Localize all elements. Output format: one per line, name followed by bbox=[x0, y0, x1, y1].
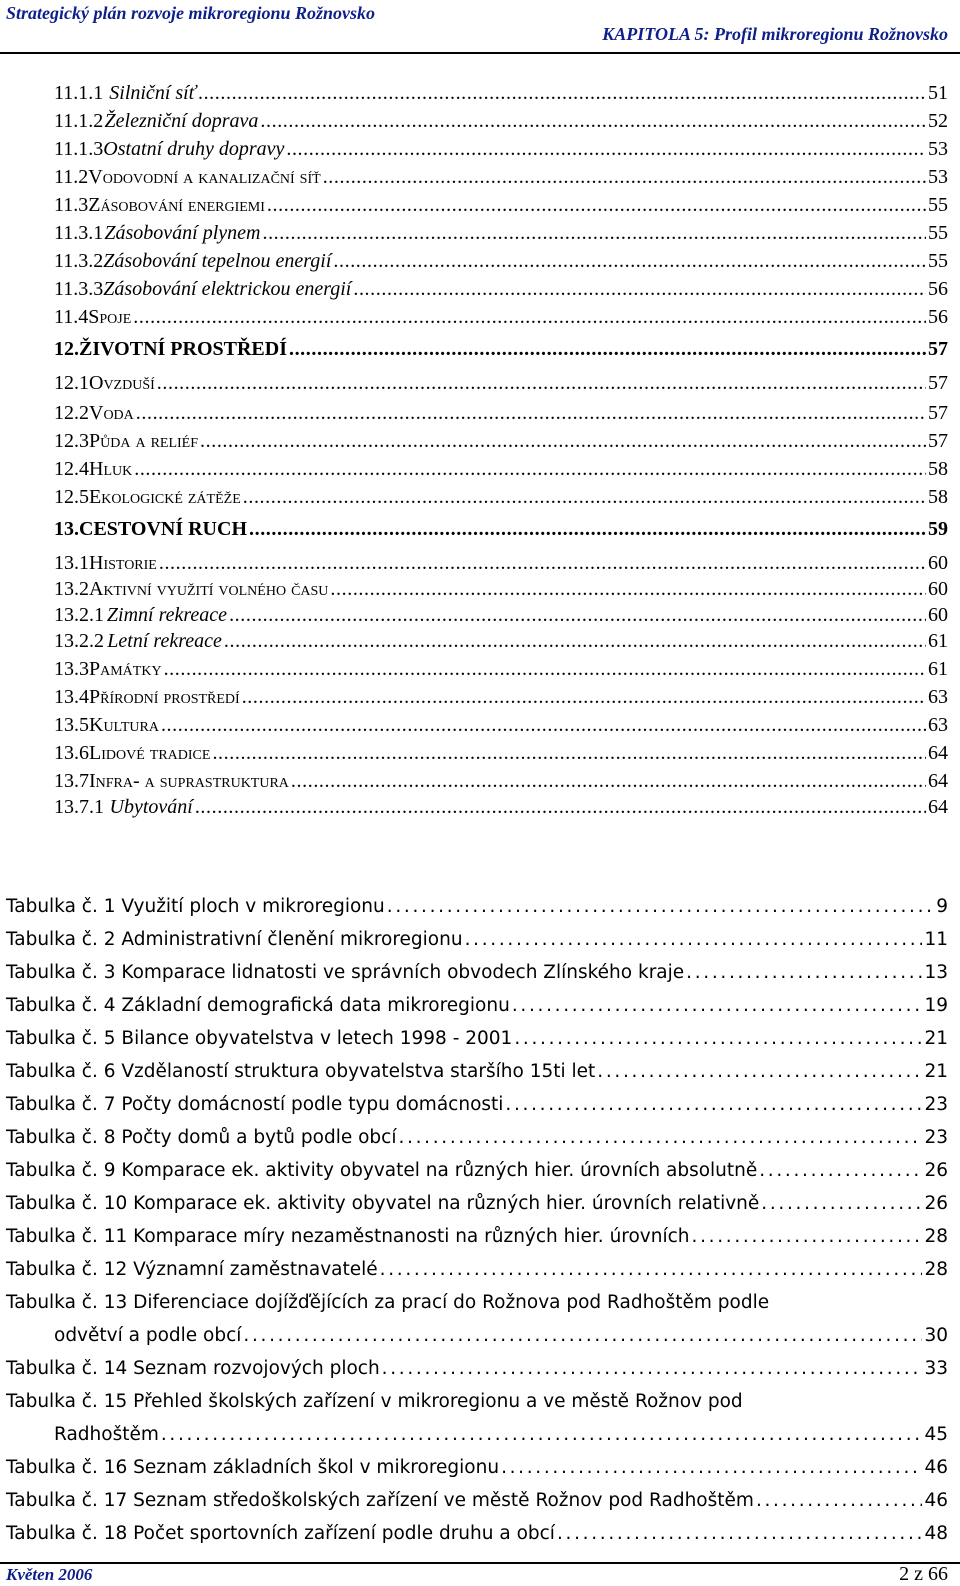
page-header bbox=[0, 0, 960, 58]
toc-entry-title: Ostatní druhy dopravy bbox=[103, 138, 285, 160]
toc-leader-dots bbox=[323, 166, 926, 189]
toc-leader-dots bbox=[289, 338, 926, 361]
table-list-entry-title: Tabulka č. 9 Komparace ek. aktivity obyvatel na různých hier. úrovních absolutně bbox=[6, 1160, 758, 1181]
footer-date: Květen 2006 bbox=[6, 1565, 93, 1584]
toc-leader-dots bbox=[229, 604, 926, 627]
toc-leader-dots bbox=[164, 658, 926, 681]
toc-entry[interactable] bbox=[54, 686, 948, 709]
table-list-entry[interactable] bbox=[6, 1523, 948, 1544]
toc-entry-title: Zásobování elektrickou energií bbox=[103, 278, 352, 300]
table-list-entry-title: Tabulka č. 3 Komparace lidnatosti ve správních obvodech Zlínského kraje bbox=[6, 962, 685, 983]
table-list-entry-title: Tabulka č. 7 Počty domácností podle typu domácnosti bbox=[6, 1094, 504, 1115]
table-list-entry[interactable]: Tabulka č. 15 Přehled školských zařízení v mikroregionu a ve městě Rožnov pod bbox=[6, 1391, 743, 1412]
table-leader-dots bbox=[756, 1490, 923, 1511]
toc-entry-number: 13.4 bbox=[54, 686, 89, 708]
toc-leader-dots bbox=[195, 796, 926, 819]
table-list-entry-title: Tabulka č. 17 Seznam středoškolských zařízení ve městě Rožnov pod Radhoštěm bbox=[6, 1490, 754, 1511]
toc-entry-number: 13.3 bbox=[54, 658, 89, 680]
toc-entry-number: 11.1.2 bbox=[54, 110, 104, 132]
toc-entry-page: 58 bbox=[928, 486, 948, 508]
footer-page-number: 2 z 66 bbox=[899, 1563, 948, 1585]
toc-entry-number: 13. bbox=[54, 518, 79, 540]
toc-entry-title: Voda bbox=[89, 402, 134, 424]
table-list-entry[interactable] bbox=[6, 1061, 948, 1082]
toc-leader-dots bbox=[157, 372, 926, 395]
toc-entry-page: 60 bbox=[928, 552, 948, 574]
toc-leader-dots bbox=[260, 110, 926, 133]
toc-leader-dots bbox=[330, 578, 926, 601]
toc-entry-title: Hluk bbox=[89, 458, 133, 480]
table-list-entry-page: 21 bbox=[924, 1028, 948, 1049]
toc-entry-page: 59 bbox=[928, 518, 948, 540]
toc-entry[interactable] bbox=[54, 338, 948, 361]
toc-entry-page: 52 bbox=[928, 110, 948, 132]
toc-leader-dots bbox=[212, 742, 926, 765]
table-leader-dots bbox=[514, 1028, 922, 1049]
table-list-entry-page: 9 bbox=[936, 896, 948, 917]
table-list-entry-title: Tabulka č. 6 Vzdělaností struktura obyvatelstva staršího 15ti let bbox=[6, 1061, 596, 1082]
table-list-entry-title: Tabulka č. 10 Komparace ek. aktivity obyvatel na různých hier. úrovních relativně bbox=[6, 1193, 760, 1214]
toc-entry-title: Památky bbox=[89, 658, 162, 680]
table-list-entry-page: 13 bbox=[924, 962, 948, 983]
table-list-entry-page: 46 bbox=[924, 1457, 948, 1478]
header-divider bbox=[0, 52, 960, 54]
table-list-entry-page: 26 bbox=[924, 1160, 948, 1181]
toc-entry-number: 11.3.3 bbox=[54, 278, 104, 300]
table-leader-dots bbox=[382, 1358, 923, 1379]
toc-entry[interactable] bbox=[54, 166, 948, 189]
toc-entry-title: Spoje bbox=[88, 306, 132, 328]
toc-entry-title: Ubytování bbox=[109, 796, 193, 818]
header-chapter-title: KAPITOLA 5: Profil mikroregionu Rožnovsko bbox=[602, 24, 948, 44]
toc-entry[interactable] bbox=[54, 518, 948, 541]
toc-entry[interactable] bbox=[54, 486, 948, 509]
toc-entry[interactable] bbox=[54, 222, 948, 245]
toc-entry-page: 51 bbox=[928, 82, 948, 104]
toc-entry-title: Půda a reliéf bbox=[89, 430, 199, 452]
table-list-entry-page: 19 bbox=[924, 995, 948, 1016]
toc-leader-dots bbox=[198, 82, 926, 105]
toc-entry-page: 63 bbox=[928, 686, 948, 708]
table-list-entry-page: 21 bbox=[924, 1061, 948, 1082]
toc-leader-dots bbox=[224, 630, 926, 653]
table-list-entry-page: 45 bbox=[924, 1424, 948, 1445]
table-list-entry-title: Tabulka č. 4 Základní demografická data mikroregionu bbox=[6, 995, 510, 1016]
table-list-entry[interactable] bbox=[6, 1358, 948, 1379]
table-list-entry-page: 11 bbox=[924, 929, 948, 950]
table-list-entry-page: 30 bbox=[924, 1325, 948, 1346]
table-leader-dots bbox=[398, 1127, 922, 1148]
toc-entry-number: 11.3.2 bbox=[54, 250, 104, 272]
toc-entry[interactable] bbox=[54, 552, 948, 575]
table-list-entry[interactable] bbox=[6, 962, 948, 983]
toc-entry-page: 60 bbox=[928, 578, 948, 600]
toc-leader-dots bbox=[249, 518, 926, 541]
toc-entry[interactable] bbox=[54, 430, 948, 453]
toc-entry-number: 13.1 bbox=[54, 552, 89, 574]
toc-leader-dots bbox=[242, 686, 926, 709]
toc-leader-dots bbox=[333, 250, 926, 273]
toc-entry-page: 64 bbox=[928, 796, 948, 818]
table-leader-dots bbox=[761, 1193, 922, 1214]
toc-entry-number: 13.2.2 bbox=[54, 630, 104, 652]
table-list-entry[interactable] bbox=[6, 929, 948, 950]
table-list-entry-title: Radhoštěm bbox=[54, 1424, 159, 1445]
table-list-entry-title: Tabulka č. 8 Počty domů a bytů podle obcí bbox=[6, 1127, 397, 1148]
toc-entry-page: 60 bbox=[928, 604, 948, 626]
toc-leader-dots bbox=[134, 458, 926, 481]
toc-entry-number: 12.2 bbox=[54, 402, 89, 424]
toc-entry-number: 12.1 bbox=[54, 372, 89, 394]
toc-entry-title: Ekologické zátěže bbox=[89, 486, 241, 508]
table-list-entry[interactable] bbox=[6, 995, 948, 1016]
table-list-entry[interactable] bbox=[6, 1226, 948, 1247]
table-list-entry-title: Tabulka č. 5 Bilance obyvatelstva v letech 1998 - 2001 bbox=[6, 1028, 513, 1049]
table-list-entry[interactable] bbox=[6, 1127, 948, 1148]
toc-entry-page: 64 bbox=[928, 742, 948, 764]
table-leader-dots bbox=[686, 962, 922, 983]
table-leader-dots bbox=[512, 995, 923, 1016]
toc-entry-page: 56 bbox=[928, 278, 948, 300]
toc-entry-number: 13.5 bbox=[54, 714, 89, 736]
toc-entry-title: Zimní rekreace bbox=[106, 604, 228, 626]
table-list-entry-title: Tabulka č. 14 Seznam rozvojových ploch bbox=[6, 1358, 380, 1379]
table-list-entry-title: odvětví a podle obcí bbox=[54, 1325, 242, 1346]
toc-entry[interactable] bbox=[54, 770, 948, 793]
table-list-entry-title: Tabulka č. 1 Využití ploch v mikroregionu bbox=[6, 896, 385, 917]
toc-entry-page: 53 bbox=[928, 166, 948, 188]
table-leader-dots bbox=[380, 1259, 923, 1280]
table-list-entry-page: 28 bbox=[924, 1226, 948, 1247]
table-leader-dots bbox=[161, 1424, 923, 1445]
toc-entry-page: 55 bbox=[928, 250, 948, 272]
toc-entry-number: 11.1.1 bbox=[54, 82, 104, 104]
toc-entry-number: 11.3 bbox=[54, 194, 89, 216]
table-list-entry-title: Tabulka č. 16 Seznam základních škol v mikroregionu bbox=[6, 1457, 500, 1478]
toc-leader-dots bbox=[291, 770, 926, 793]
toc-entry-number: 13.7 bbox=[54, 770, 89, 792]
table-leader-dots bbox=[759, 1160, 922, 1181]
table-leader-dots bbox=[387, 896, 934, 917]
table-leader-dots bbox=[243, 1325, 922, 1346]
table-list-entry-page: 23 bbox=[924, 1094, 948, 1115]
table-leader-dots bbox=[692, 1226, 923, 1247]
toc-entry-title: Vodovodní a kanalizační síť bbox=[88, 166, 321, 188]
table-list-entry[interactable] bbox=[6, 1490, 948, 1511]
toc-entry-title: Kultura bbox=[89, 714, 159, 736]
toc-entry-page: 64 bbox=[928, 770, 948, 792]
toc-leader-dots bbox=[243, 486, 926, 509]
toc-entry-page: 57 bbox=[928, 430, 948, 452]
toc-leader-dots bbox=[262, 222, 926, 245]
table-leader-dots bbox=[557, 1523, 923, 1544]
toc-entry[interactable] bbox=[54, 372, 948, 395]
toc-entry-number: 11.1.3 bbox=[54, 138, 104, 160]
toc-leader-dots bbox=[353, 278, 926, 301]
toc-entry-title: Ovzduší bbox=[89, 372, 155, 394]
table-list-entry-page: 23 bbox=[924, 1127, 948, 1148]
toc-entry-title: Historie bbox=[89, 552, 157, 574]
toc-entry-title: Zásobování energiemi bbox=[88, 194, 265, 216]
table-leader-dots bbox=[597, 1061, 922, 1082]
toc-entry[interactable] bbox=[54, 306, 948, 329]
toc-entry-page: 56 bbox=[928, 306, 948, 328]
toc-entry[interactable] bbox=[54, 658, 948, 681]
toc-entry[interactable] bbox=[54, 194, 948, 217]
footer-divider bbox=[0, 1562, 960, 1564]
toc-entry[interactable] bbox=[54, 110, 948, 133]
toc-entry-number: 12. bbox=[54, 338, 79, 360]
table-list-entry-title: Tabulka č. 2 Administrativní členění mikroregionu bbox=[6, 929, 463, 950]
toc-entry-title: Zásobování tepelnou energií bbox=[103, 250, 332, 272]
toc-entry-page: 63 bbox=[928, 714, 948, 736]
toc-entry-number: 13.2 bbox=[54, 578, 89, 600]
table-list-entry[interactable] bbox=[6, 1457, 948, 1478]
table-list-entry[interactable] bbox=[6, 1259, 948, 1280]
toc-entry-page: 58 bbox=[928, 458, 948, 480]
toc-entry-number: 13.7.1 bbox=[54, 796, 104, 818]
table-list-entry[interactable]: Tabulka č. 13 Diferenciace dojížďějících za prací do Rožnova pod Radhoštěm podle bbox=[6, 1292, 770, 1313]
table-list-entry-title: Tabulka č. 11 Komparace míry nezaměstnanosti na různých hier. úrovních bbox=[6, 1226, 690, 1247]
toc-entry-number: 13.6 bbox=[54, 742, 89, 764]
toc-entry-title: Lidové tradice bbox=[89, 742, 211, 764]
toc-leader-dots bbox=[161, 714, 926, 737]
toc-entry[interactable] bbox=[54, 402, 948, 425]
toc-entry[interactable] bbox=[54, 578, 948, 601]
table-leader-dots bbox=[465, 929, 923, 950]
toc-entry[interactable] bbox=[54, 138, 948, 161]
toc-leader-dots bbox=[267, 194, 926, 217]
toc-leader-dots bbox=[286, 138, 926, 161]
toc-entry-page: 57 bbox=[928, 338, 948, 360]
toc-entry-title: Silniční síť bbox=[109, 82, 196, 104]
table-list-entry-title: Tabulka č. 12 Významní zaměstnavatelé bbox=[6, 1259, 378, 1280]
table-list-entry-page: 28 bbox=[924, 1259, 948, 1280]
toc-entry-title: ŽIVOTNÍ PROSTŘEDÍ bbox=[79, 338, 287, 360]
toc-entry-page: 61 bbox=[928, 658, 948, 680]
table-leader-dots bbox=[501, 1457, 922, 1478]
toc-entry[interactable] bbox=[54, 604, 948, 627]
toc-leader-dots bbox=[136, 402, 926, 425]
toc-entry-number: 12.4 bbox=[54, 458, 89, 480]
header-document-title: Strategický plán rozvoje mikroregionu Rožnovsko bbox=[6, 3, 376, 23]
toc-entry-number: 11.4 bbox=[54, 306, 89, 328]
toc-entry-title: Letní rekreace bbox=[107, 630, 222, 652]
toc-entry[interactable] bbox=[54, 82, 948, 105]
toc-entry[interactable] bbox=[54, 458, 948, 481]
table-list-entry-page: 33 bbox=[924, 1358, 948, 1379]
table-list-entry-page: 46 bbox=[924, 1490, 948, 1511]
table-list-entry[interactable] bbox=[6, 1094, 948, 1115]
table-list-entry[interactable] bbox=[6, 896, 948, 917]
toc-entry-number: 12.5 bbox=[54, 486, 89, 508]
toc-entry-title: Zásobování plynem bbox=[104, 222, 261, 244]
table-list-entry[interactable] bbox=[6, 1028, 948, 1049]
toc-entry-number: 12.3 bbox=[54, 430, 89, 452]
toc-leader-dots bbox=[200, 430, 926, 453]
toc-entry[interactable] bbox=[54, 742, 948, 765]
table-list-entry[interactable] bbox=[6, 1193, 948, 1214]
toc-entry-page: 53 bbox=[928, 138, 948, 160]
table-list-entry-page: 48 bbox=[924, 1523, 948, 1544]
toc-entry-title: Přírodní prostředí bbox=[89, 686, 240, 708]
toc-entry-page: 55 bbox=[928, 194, 948, 216]
table-list-entry-page: 26 bbox=[924, 1193, 948, 1214]
toc-entry-title: Aktivní využití volného času bbox=[89, 578, 329, 600]
toc-entry[interactable] bbox=[54, 630, 948, 653]
toc-entry-number: 11.3.1 bbox=[54, 222, 104, 244]
toc-leader-dots bbox=[133, 306, 926, 329]
table-list-entry-continuation[interactable] bbox=[54, 1424, 948, 1445]
toc-entry-title: Infra- a suprastruktura bbox=[89, 770, 289, 792]
toc-entry-page: 61 bbox=[928, 630, 948, 652]
toc-entry-number: 11.2 bbox=[54, 166, 89, 188]
toc-leader-dots bbox=[159, 552, 926, 575]
toc-entry-page: 57 bbox=[928, 372, 948, 394]
toc-entry-number: 13.2.1 bbox=[54, 604, 104, 626]
toc-entry-page: 57 bbox=[928, 402, 948, 424]
toc-entry[interactable] bbox=[54, 278, 948, 301]
table-list-entry-title: Tabulka č. 18 Počet sportovních zařízení podle druhu a obcí bbox=[6, 1523, 555, 1544]
table-leader-dots bbox=[505, 1094, 922, 1115]
toc-entry[interactable] bbox=[54, 714, 948, 737]
toc-entry[interactable] bbox=[54, 796, 948, 819]
table-list-entry[interactable] bbox=[6, 1160, 948, 1181]
toc-entry[interactable] bbox=[54, 250, 948, 273]
toc-entry-title: CESTOVNÍ RUCH bbox=[79, 518, 247, 540]
toc-entry-title: Železniční doprava bbox=[104, 110, 259, 132]
table-list-entry-continuation[interactable] bbox=[54, 1325, 948, 1346]
toc-entry-page: 55 bbox=[928, 222, 948, 244]
